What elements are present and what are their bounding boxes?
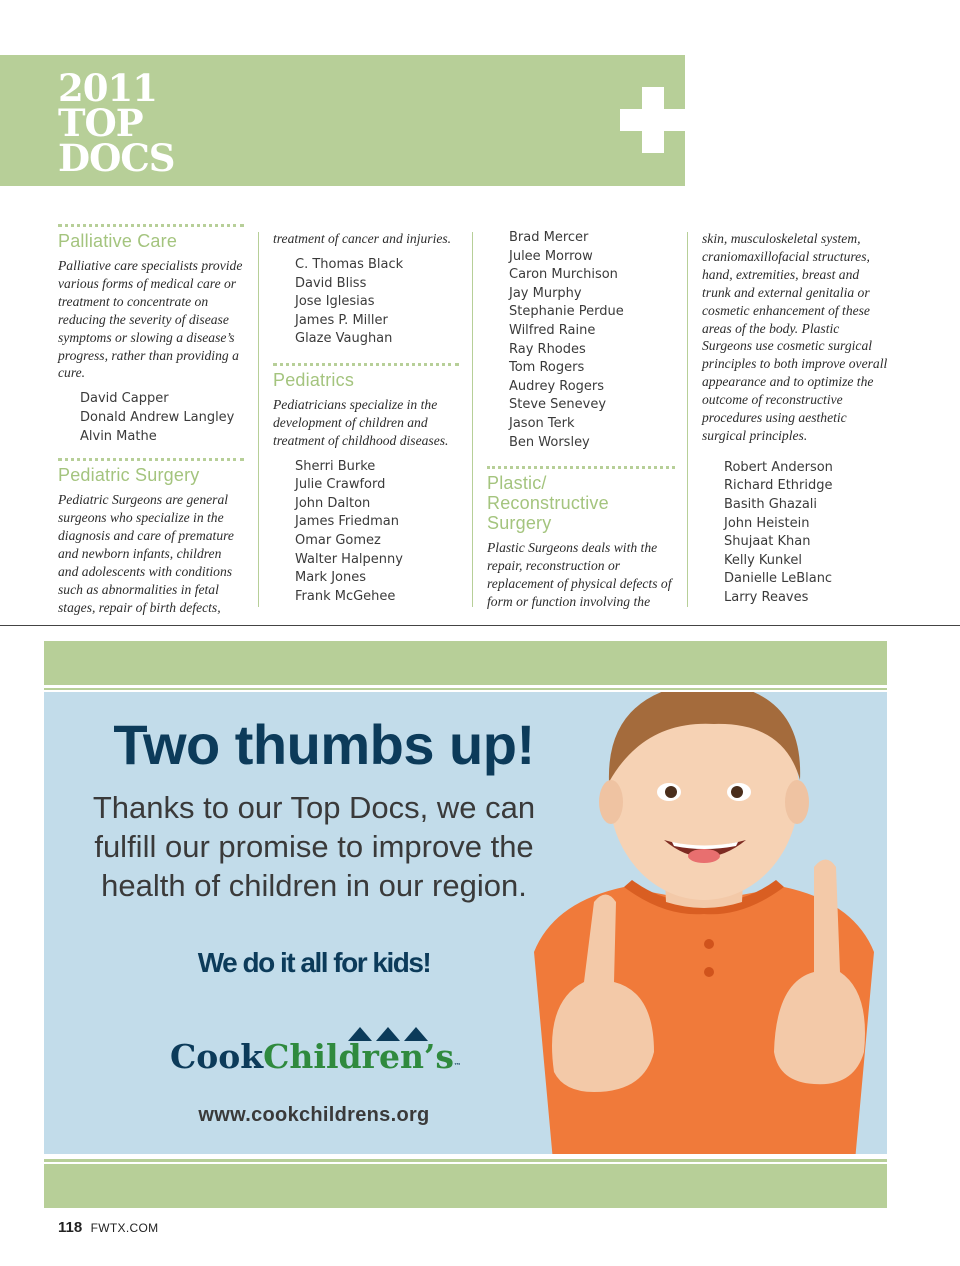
ad-bottom-band [44,1164,887,1208]
ad-top-band [44,641,887,685]
doctor-name: John Heistein [724,515,810,531]
doctor-name: Walter Halpenny [295,551,403,567]
section-title-line: Plastic/ [487,473,547,494]
banner-title-line-1: 2011 [58,66,157,110]
ad-headline: Two thumbs up! [113,713,535,776]
doctor-name: Julie Crawford [295,477,386,493]
doctor-name: Brad Mercer [509,230,589,245]
doctor-name: Robert Anderson [724,459,833,475]
doctor-name: Glaze Vaughan [295,331,393,347]
ad-stripe [44,688,887,690]
section-divider [273,363,459,366]
section-title-plastic-surgery [487,473,675,533]
ad-tagline: We do it all for kids! [197,947,431,978]
doctor-name: Julee Morrow [509,248,593,264]
doctor-name: Jay Murphy [509,285,582,301]
doctor-name: David Capper [80,391,169,407]
section-title-line: Surgery [487,513,552,534]
ad-subtext: Thanks to our Top Docs, we can fulfill our promise to improve the health of children in our region. [92,790,536,903]
section-divider [58,458,244,461]
doctor-name: John Dalton [295,495,371,511]
column-divider [258,232,259,607]
doctor-name: Wilfred Raine [509,322,596,338]
cook-childrens-logo [170,1027,470,1087]
page-number: 118 [58,1219,83,1236]
section-description-plastic-surgery: Plastic Surgeons deals with the repair, reconstruction or replacement of physical defects of form or function involving the [487,540,672,609]
doctor-name: Ben Worsley [509,434,590,450]
doctor-name: David Bliss [295,275,367,291]
doctor-name: Larry Reaves [724,590,809,606]
doctor-name: Steve Senevey [509,397,607,413]
doctor-name: Frank McGehee [295,588,396,604]
doctor-name: Jose Iglesias [295,294,375,310]
logo-cook: Cook [170,1037,264,1076]
column-4 [702,220,888,608]
section-title-palliative-care: Palliative Care [58,231,178,251]
doctor-list-pediatric-surgery [295,256,459,349]
doctor-name: Omar Gomez [295,532,381,548]
section-description-palliative-care: Palliative care specialists provide various forms of medical care or treatment to concentrate on reducing the severity of disease symptoms or slowing a disease’s progress, rather than providing a cure. [58,258,243,381]
cook-childrens-ad [44,692,887,1154]
section-title-line: Reconstructive [487,493,609,514]
doctor-name: Mark Jones [295,570,366,586]
doctor-name: Sherri Burke [295,458,376,474]
banner-title-line-2: TOP [58,101,143,145]
doctor-name: C. Thomas Black [295,256,404,272]
doctor-name: James Friedman [295,514,399,530]
logo-wordmark [170,1037,461,1076]
column-2 [273,220,459,606]
doctor-list-palliative-care [80,390,244,446]
doctor-name: Shujaat Khan [724,534,811,550]
doctor-name: James P. Miller [295,312,388,328]
doctor-list-plastic-surgery [724,459,888,608]
section-divider [58,224,244,227]
top-docs-banner [0,55,685,186]
section-description-pediatric-surgery: Pediatric Surgeons are general surgeons who specialize in the diagnosis and care of premature and newborn infants, children and adolescents with conditions such as abnormalities in fetal stages, repair of birth defects, [58,492,234,615]
doctor-name: Tom Rogers [509,360,585,376]
section-title-pediatric-surgery: Pediatric Surgery [58,465,200,486]
doctor-name: Alvin Mathe [80,428,157,444]
doctor-name: Caron Murchison [509,267,618,283]
section-description-pediatrics: Pediatricians specialize in the development of children and treatment of childhood diseases. [273,396,449,448]
doctor-list-pediatrics [295,458,459,607]
banner-title-line-3: DOCS [58,136,175,180]
logo-trademark: ™ [454,1061,462,1070]
column-divider [687,232,688,607]
logo-childrens: Children’s [263,1037,455,1076]
doctor-name: Jason Terk [509,415,575,431]
banner-title [58,66,175,180]
doctor-name: Audrey Rogers [509,378,605,394]
page-divider [0,625,960,626]
publication-name: FWTX.COM [90,1221,159,1235]
ad-stripe [44,1159,887,1162]
doctor-list-pediatrics-cont [509,229,675,452]
doctor-name: Richard Ethridge [724,478,833,494]
doctor-name: Stephanie Perdue [509,304,624,320]
section-divider [487,466,675,469]
doctor-name: Ray Rhodes [509,341,586,357]
ad-url[interactable]: www.cookchildrens.org [198,1104,430,1126]
doctor-name: Basith Ghazali [724,497,818,513]
section-description-plastic-surgery-cont: skin, musculoskeletal system, craniomaxillofacial structures, hand, extremities, breast and trunk and external genitalia or cosmetic enhancement of these areas of the body. Plastic Surgeons use cosmetic surgical principles to both improve overall appearance and to optimize the outcome of reconstructive procedures using aesthetic surgical principles. [702,231,888,443]
smiling-boy-thumbs-up-image [514,692,887,1154]
doctor-name: Danielle LeBlanc [724,571,833,587]
column-3 [487,220,675,619]
plus-icon [620,87,686,153]
section-description-pediatric-surgery-cont: treatment of cancer and injuries. [273,231,452,246]
doctor-name: Donald Andrew Langley [80,409,235,425]
doctor-name: Kelly Kunkel [724,552,802,568]
section-title-pediatrics: Pediatrics [273,369,355,390]
page-footer [58,1219,158,1237]
column-1 [58,220,244,624]
column-divider [472,232,473,607]
